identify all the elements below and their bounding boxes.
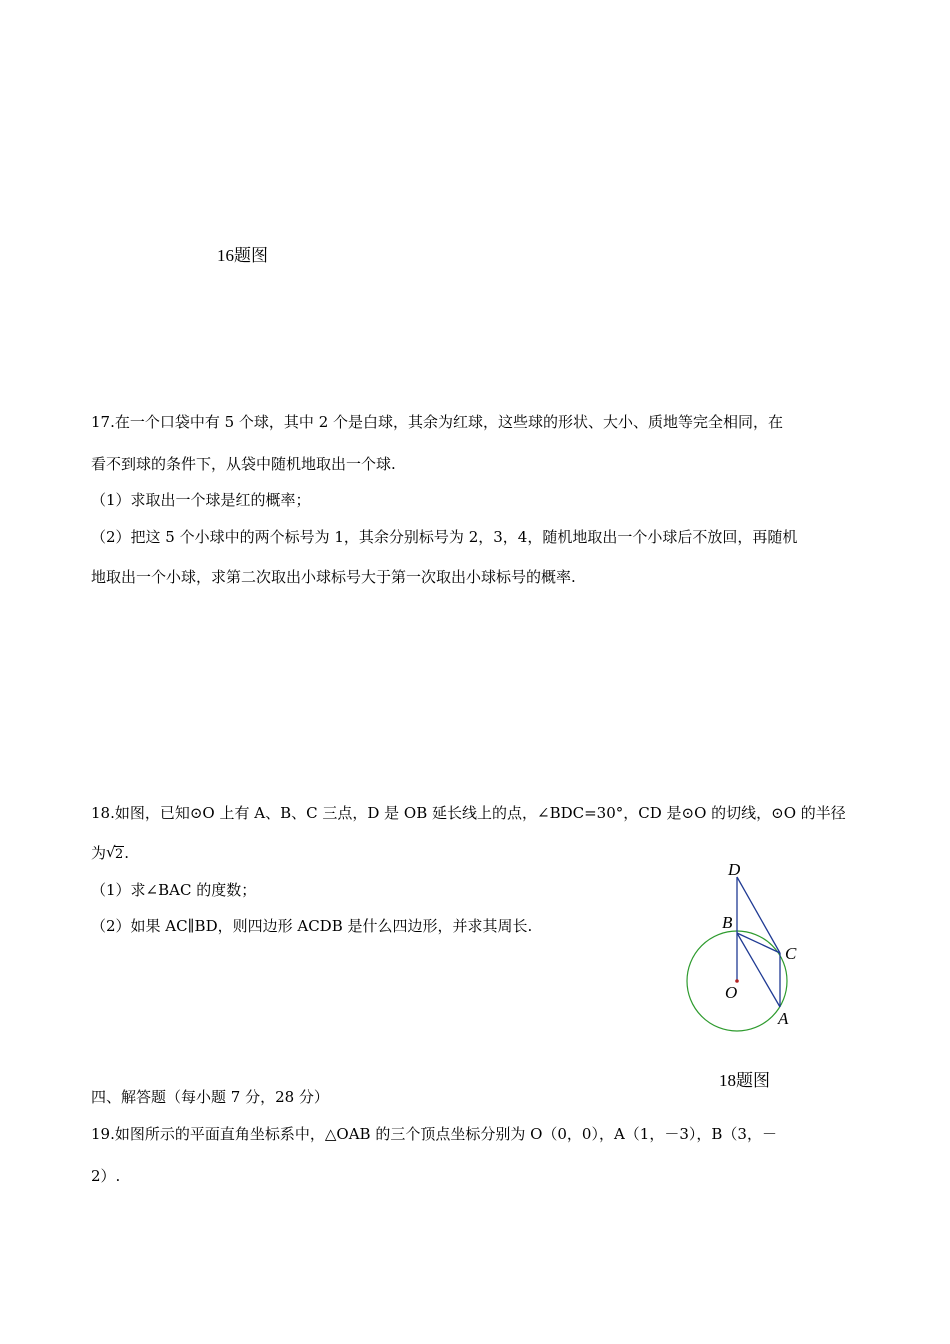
segment-dc xyxy=(737,877,780,953)
square-root xyxy=(106,844,124,862)
question-17-part-2-line-1: （2）把这 5 个小球中的两个标号为 1，其余分别标号为 2，3，4，随机地取出一个小球后不放回，再随机 xyxy=(91,528,798,546)
label-b: B xyxy=(722,913,733,932)
question-17-line-1: 17.在一个口袋中有 5 个球，其中 2 个是白球，其余为红球，这些球的形状、大小、质地等完全相同，在 xyxy=(91,413,784,431)
question-18-line-2 xyxy=(91,842,129,863)
figure-18-caption: 18题图 xyxy=(719,1071,770,1090)
label-d: D xyxy=(728,860,741,879)
question-17-part-2-line-2: 地取出一个小球，求第二次取出小球标号大于第一次取出小球标号的概率. xyxy=(91,568,576,586)
question-19-line-2: 2）. xyxy=(91,1167,121,1185)
label-c: C xyxy=(785,944,797,963)
question-17-line-2: 看不到球的条件下，从袋中随机地取出一个球. xyxy=(91,455,396,473)
radius-suffix: . xyxy=(124,844,130,862)
label-a: A xyxy=(778,1009,789,1028)
section-4-heading: 四、解答题（每小题 7 分，28 分） xyxy=(91,1088,329,1106)
label-o: O xyxy=(725,983,738,1002)
segment-ba xyxy=(737,933,780,1007)
question-17-part-1: （1）求取出一个球是红的概率； xyxy=(91,491,311,509)
radicand: 2 xyxy=(115,847,124,862)
figure-16-caption: 16题图 xyxy=(217,246,268,265)
question-19-line-1: 19.如图所示的平面直角坐标系中，△OAB 的三个顶点坐标分别为 O（0，0），A（1，－3），B（3，－ xyxy=(91,1125,777,1143)
question-18-part-1: （1）求∠BAC 的度数； xyxy=(91,881,257,899)
radical-sign: √ xyxy=(106,843,116,861)
radius-prefix: 为 xyxy=(91,844,107,862)
figure-18-diagram xyxy=(680,855,810,1040)
question-18-line-1: 18.如图，已知⊙O 上有 A、B、C 三点，D 是 OB 延长线上的点，∠BDC=30°，CD 是⊙O 的切线，⊙O 的半径 xyxy=(91,804,846,822)
question-18-part-2: （2）如果 AC∥BD，则四边形 ACDB 是什么四边形，并求其周长. xyxy=(91,917,533,935)
